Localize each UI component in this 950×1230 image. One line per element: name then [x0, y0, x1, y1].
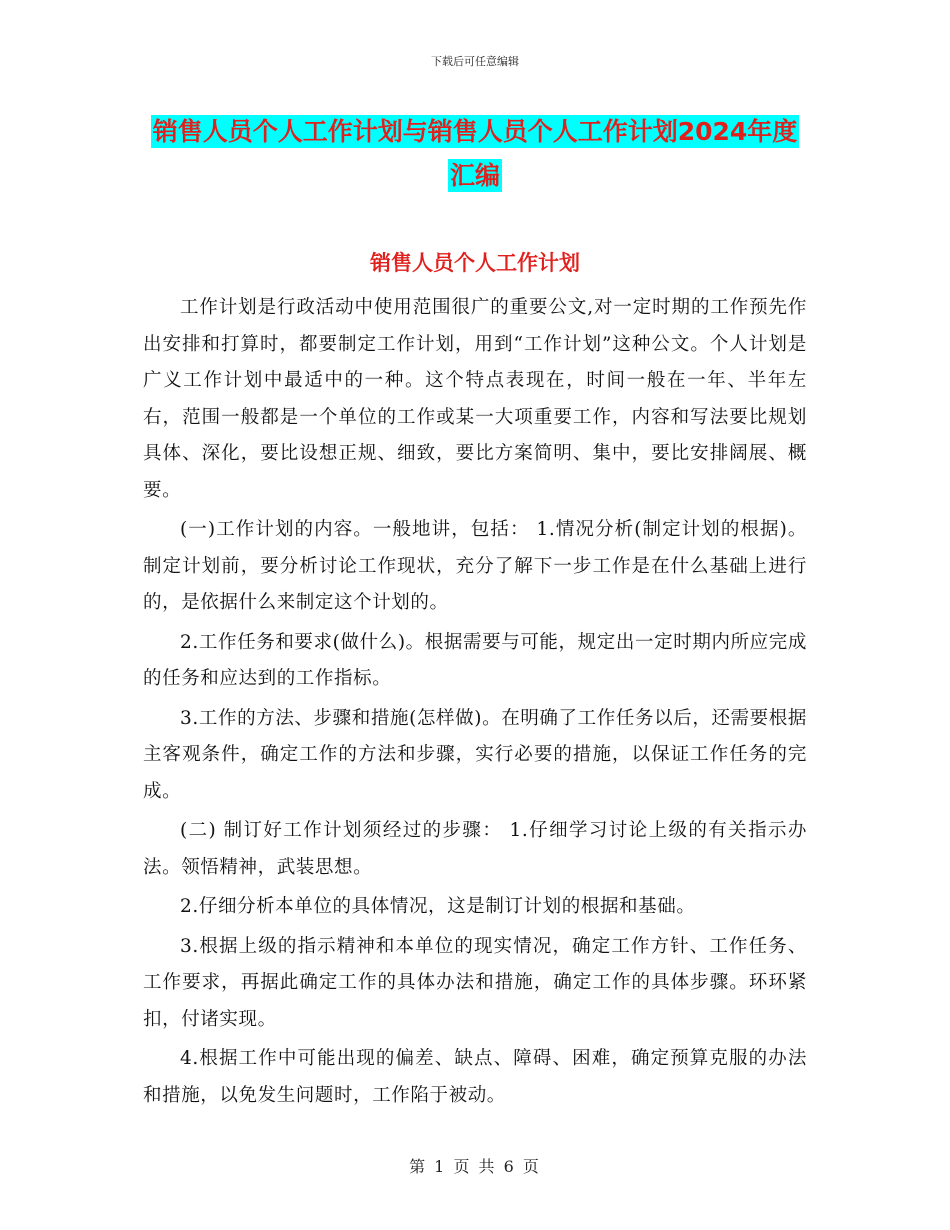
- paragraph: 3.根据上级的指示精神和本单位的现实情况，确定工作方针、工作任务、工作要求，再据此确定工作的具体办法和措施，确定工作的具体步骤。环环紧扣，付诸实现。: [143, 935, 807, 1030]
- paragraph: (一)工作计划的内容。一般地讲，包括： 1.情况分析(制定计划的根据)。制定计划前，要分析讨论工作现状，充分了解下一步工作是在什么基础上进行的，是依据什么来制定这个计划的。: [143, 519, 807, 613]
- document-title: [150, 110, 800, 198]
- paragraph: 2.工作任务和要求(做什么)。根据需要与可能，规定出一定时期内所应完成的任务和应达到的工作指标。: [143, 631, 807, 689]
- paragraph: (二) 制订好工作计划须经过的步骤： 1.仔细学习讨论上级的有关指示办法。领悟精神，武装思想。: [143, 820, 807, 878]
- page-number-footer: 第 1 页 共 6 页: [409, 1157, 541, 1176]
- paragraph: 3.工作的方法、步骤和措施(怎样做)。在明确了工作任务以后，还需要根据主客观条件，确定工作的方法和步骤，实行必要的措施，以保证工作任务的完成。: [143, 707, 807, 802]
- paragraph: 工作计划是行政活动中使用范围很广的重要公文,对一定时期的工作预先作出安排和打算时，都要制定工作计划，用到“工作计划”这种公文。个人计划是广义工作计划中最适中的一种。这个特点表现在，时间一般在一年、半年左右，范围一般都是一个单位的工作或某一大项重要工作，内容和写法要比规划具体、深化，要比设想正规、细致，要比方案简明、集中，要比安排阔展、概要。: [143, 297, 807, 501]
- document-title-text: 销售人员个人工作计划与销售人员个人工作计划2024年度汇编: [152, 117, 798, 190]
- document-body: [143, 290, 807, 1117]
- paragraph: 2.仔细分析本单位的具体情况，这是制订计划的根据和基础。: [180, 896, 696, 917]
- section-title: 销售人员个人工作计划: [370, 251, 580, 275]
- paragraph: 4.根据工作中可能出现的偏差、缺点、障碍、困难，确定预算克服的办法和措施，以免发生问题时，工作陷于被动。: [143, 1048, 807, 1106]
- header-note: 下载后可任意编辑: [431, 55, 519, 68]
